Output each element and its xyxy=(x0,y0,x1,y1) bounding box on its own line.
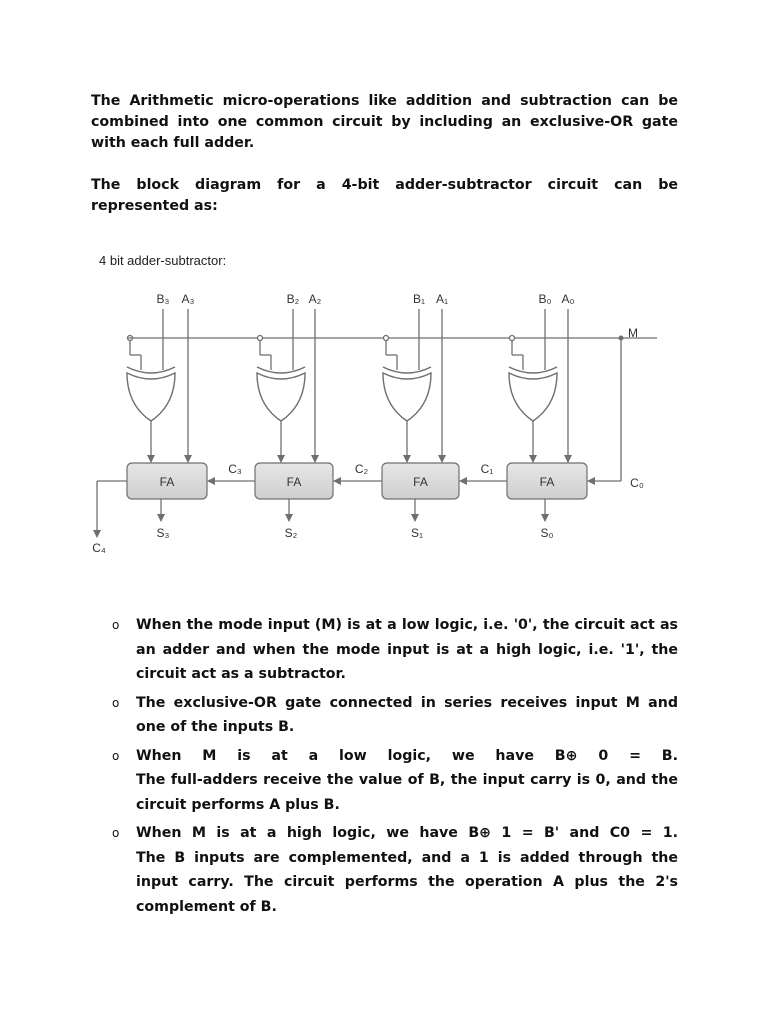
carry-label: C₁ xyxy=(480,462,494,476)
bullet-text: When the mode input (M) is at a low logic, i.e. '0', the circuit act as an adder and when the mode input is at a high logic, i.e. '1', the circuit act as a subtractor. xyxy=(136,617,678,682)
bullet-marker: o xyxy=(112,695,120,710)
list-item xyxy=(112,821,678,919)
xor-gate xyxy=(509,373,557,421)
mode-label: M xyxy=(628,326,638,340)
b-input-label: B₃ xyxy=(156,292,170,306)
xor-gate-curve xyxy=(257,367,305,373)
full-adder-label: FA xyxy=(413,475,428,489)
carry-label: C₃ xyxy=(228,462,242,476)
sum-label: S₃ xyxy=(156,526,170,540)
bullet-marker: o xyxy=(112,826,120,840)
b-input-label: B₂ xyxy=(286,292,300,306)
bullet-text: When M is at a high logic, we have B⊕ 1 = B' and C0 = 1. xyxy=(136,825,678,841)
lead-paragraph: The block diagram for a 4-bit adder-subtractor circuit can be represented as: xyxy=(91,177,678,214)
carry-out-label: C₄ xyxy=(92,541,106,555)
junction-dot xyxy=(619,336,624,341)
bullet-marker: o xyxy=(112,618,120,632)
bullet-text: When M is at a low logic, we have B⊕ 0 = B. xyxy=(136,747,678,764)
list-item xyxy=(112,691,678,740)
xor-gate xyxy=(383,373,431,421)
a-input-label: A₃ xyxy=(181,292,195,306)
xor-gate-curve xyxy=(509,367,557,373)
carry-label: C₂ xyxy=(354,462,369,476)
intro-paragraph: The Arithmetic micro-operations like addition and subtraction can be combined into one common circuit by including an exclusive-OR gate with each full adder. xyxy=(91,93,678,151)
explanation-list xyxy=(112,613,678,923)
xor-gate-curve xyxy=(383,367,431,373)
junction-dot xyxy=(258,336,263,341)
b-input-label: B₁ xyxy=(412,292,426,306)
xor-gate xyxy=(127,373,175,421)
junction-dot xyxy=(510,336,515,341)
full-adder-label: FA xyxy=(286,475,302,489)
a-input-label: A₂ xyxy=(308,292,322,306)
bullet-text: The B inputs are complemented, and a 1 is added through the input carry. The circuit performs the operation A plus the 2's complement of B. xyxy=(136,849,678,915)
b-input-label: B₀ xyxy=(538,292,552,306)
bullet-text: The full-adders receive the value of B, the input carry is 0, and the circuit performs A plus B. xyxy=(136,772,678,813)
xor-gate xyxy=(257,373,305,421)
sum-label: S₂ xyxy=(284,526,298,540)
a-input-label: A₀ xyxy=(561,292,575,306)
bullet-text: The exclusive-OR gate connected in series receives input M and one of the inputs B. xyxy=(136,694,678,735)
list-item xyxy=(112,613,678,687)
full-adder-label: FA xyxy=(539,475,555,489)
sum-label: S₁ xyxy=(410,526,424,540)
list-item xyxy=(112,744,678,818)
junction-dot xyxy=(384,336,389,341)
a-input-label: A₁ xyxy=(435,292,449,306)
full-adder-label: FA xyxy=(159,475,175,489)
diagram-title: 4 bit adder-subtractor: xyxy=(99,253,227,268)
adder-subtractor-diagram xyxy=(85,245,665,565)
sum-label: S₀ xyxy=(540,526,554,540)
carry-in-label: C₀ xyxy=(630,476,644,490)
xor-gate-curve xyxy=(127,367,175,373)
bullet-marker: o xyxy=(112,748,120,763)
